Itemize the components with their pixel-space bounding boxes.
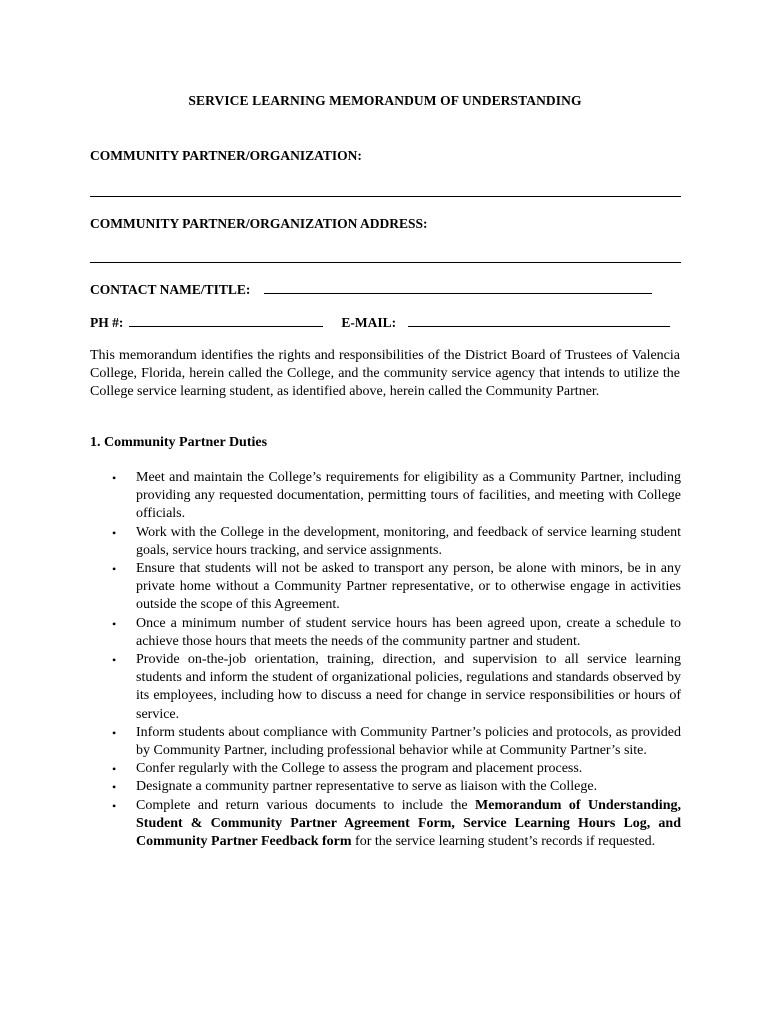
document-title: SERVICE LEARNING MEMORANDUM OF UNDERSTANDING bbox=[188, 93, 582, 108]
phone-label: PH #: bbox=[90, 315, 124, 330]
list-item: • Provide on-the-job orientation, training, direction, and supervision to all service learning students and inform the student of organizational policies, regulations and standards observed by its employees, including how to discuss a need for change in service responsibilities or hours of service. bbox=[112, 652, 681, 722]
bullet: • bbox=[112, 798, 117, 813]
organization-field-line[interactable] bbox=[90, 196, 681, 197]
address-field-line[interactable] bbox=[90, 262, 681, 263]
email-field-line[interactable] bbox=[408, 316, 670, 327]
duties-list bbox=[112, 469, 681, 851]
last-duty-suffix: for the service learning student’s records if requested. bbox=[351, 834, 656, 850]
section-heading-duties: 1. Community Partner Duties bbox=[90, 435, 268, 450]
address-label: COMMUNITY PARTNER/ORGANIZATION ADDRESS: bbox=[90, 216, 428, 231]
contact-label: CONTACT NAME/TITLE: bbox=[90, 282, 251, 297]
last-duty-documents: Memorandum of Understanding, Student & Community Partner Agreement Form, Service Learning Hours Log, and Community Partner Feedback form bbox=[136, 797, 681, 850]
list-item: • Work with the College in the development, monitoring, and feedback of service learning student goals, service hours tracking, and service assignments. bbox=[112, 524, 681, 558]
phone-field-line[interactable] bbox=[129, 316, 323, 327]
bullet: • bbox=[112, 562, 117, 577]
list-item: • Once a minimum number of student service hours has been agreed upon, create a schedule to achieve those hours that meets the needs of the community partner and student. bbox=[112, 615, 681, 649]
bullet: • bbox=[112, 653, 117, 668]
phone-email-row bbox=[90, 315, 670, 331]
intro-paragraph: This memorandum identifies the rights and responsibilities of the District Board of Trustees of Valencia College, Florida, herein called the College, and the community service agency that intends to utilize the College service learning student, as identified above, herein called the Community Partner. bbox=[90, 348, 680, 400]
list-item: • Inform students about compliance with Community Partner’s policies and protocols, as provided by Community Partner, including professional behavior while at Community Partner’s site. bbox=[112, 724, 681, 759]
bullet: • bbox=[112, 762, 117, 777]
list-item: • Confer regularly with the College to assess the program and placement process. bbox=[112, 760, 681, 778]
list-item: • Ensure that students will not be asked to transport any person, be alone with minors, be in any private home without a Community Partner representative, or to otherwise engage in activities outside the scope of this Agreement. bbox=[112, 561, 681, 613]
bullet: • bbox=[112, 725, 117, 740]
bullet: • bbox=[112, 780, 117, 795]
bullet: • bbox=[112, 616, 117, 631]
organization-label: COMMUNITY PARTNER/ORGANIZATION: bbox=[90, 148, 362, 163]
bullet: • bbox=[112, 471, 117, 485]
contact-field-line[interactable] bbox=[264, 283, 652, 294]
contact-row bbox=[90, 282, 652, 298]
email-label: E-MAIL: bbox=[341, 315, 397, 330]
bullet: • bbox=[112, 525, 117, 540]
last-duty-prefix: Complete and return various documents to include the bbox=[136, 797, 476, 813]
list-item: • Designate a community partner representative to serve as liaison with the College. bbox=[112, 778, 681, 796]
list-item bbox=[112, 797, 681, 852]
list-item: • Meet and maintain the College’s requirements for eligibility as a Community Partner, including providing any requested documentation, permitting tours of facilities, and meeting with College officials. bbox=[112, 470, 681, 522]
